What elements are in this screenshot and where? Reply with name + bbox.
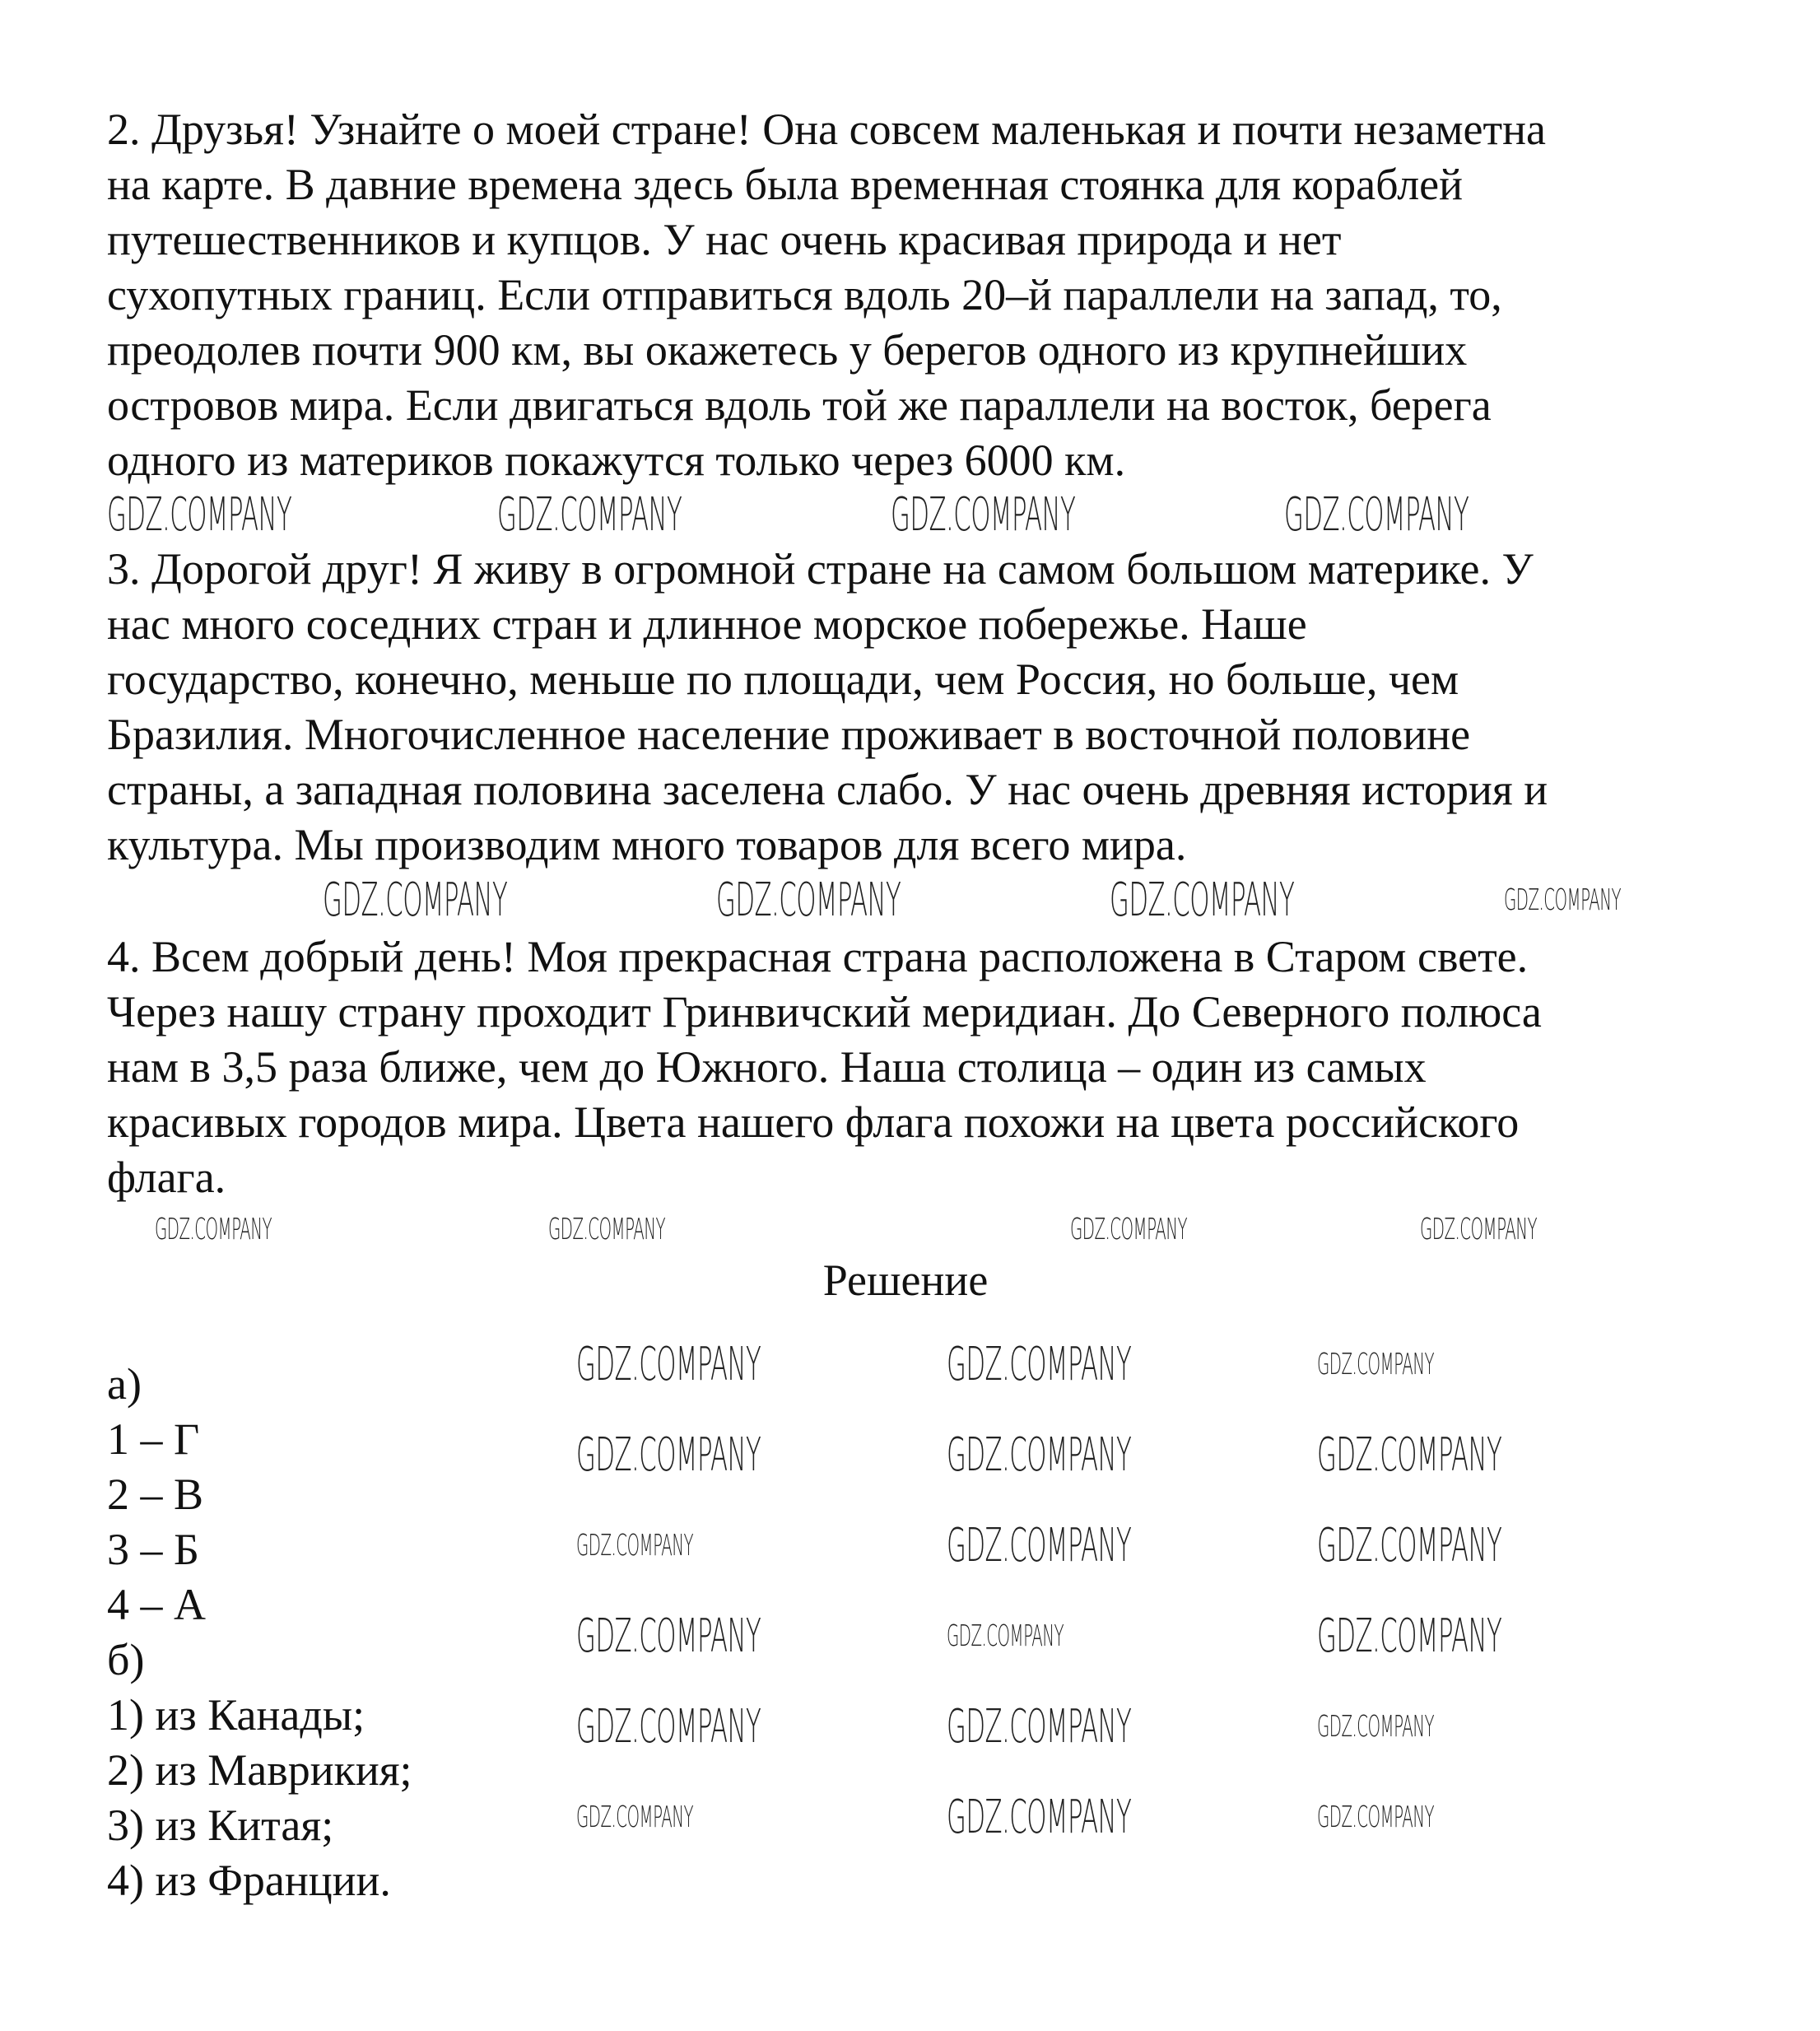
text-line: преодолев почти 900 км, вы окажетесь у берегов одного из крупнейших xyxy=(107,325,1468,375)
text-line: 2. Друзья! Узнайте о моей стране! Она совсем маленькая и почти незаметна xyxy=(107,105,1546,154)
watermark: GDZ.COMPANY xyxy=(1070,1213,1188,1246)
watermark: GDZ.COMPANY xyxy=(576,1700,761,1754)
answer-line: 3 – Б xyxy=(107,1525,200,1574)
answer-line: 1 – Г xyxy=(107,1414,200,1464)
watermark: GDZ.COMPANY xyxy=(1420,1213,1538,1246)
text-line: флага. xyxy=(107,1153,226,1202)
answer-line: 3) из Китая; xyxy=(107,1800,334,1850)
watermark: GDZ.COMPANY xyxy=(1504,883,1622,917)
text-line: путешественников и купцов. У нас очень красивая природа и нет xyxy=(107,215,1342,264)
text-line: нам в 3,5 раза ближе, чем до Южного. Наша столица – один из самых xyxy=(107,1042,1427,1092)
watermark: GDZ.COMPANY xyxy=(947,1700,1132,1754)
text-line: Бразилия. Многочисленное население проживает в восточной половине xyxy=(107,710,1471,759)
watermark: GDZ.COMPANY xyxy=(576,1428,761,1482)
watermark: GDZ.COMPANY xyxy=(1317,1428,1502,1482)
text-line: островов мира. Если двигаться вдоль той же параллели на восток, берега xyxy=(107,380,1492,430)
text-line: сухопутных границ. Если отправиться вдоль 20–й параллели на запад, то, xyxy=(107,270,1502,319)
watermark: GDZ.COMPANY xyxy=(947,1619,1064,1653)
solution-title: Решение xyxy=(822,1255,989,1305)
text-line: на карте. В давние времена здесь была временная стоянка для кораблей xyxy=(107,160,1464,209)
text-line: культура. Мы производим много товаров для всего мира. xyxy=(107,820,1187,869)
answer-line: а) xyxy=(107,1359,142,1409)
answer-line: 1) из Канады; xyxy=(107,1690,365,1740)
paragraph-2 xyxy=(107,102,1546,488)
watermark: GDZ.COMPANY xyxy=(576,1609,761,1663)
answer-line: 4 – А xyxy=(107,1580,206,1629)
watermark: GDZ.COMPANY xyxy=(1317,1348,1435,1381)
text-line: Через нашу страну проходит Гринвичский меридиан. До Северного полюса xyxy=(107,987,1542,1036)
watermark: GDZ.COMPANY xyxy=(155,1213,272,1246)
watermark: GDZ.COMPANY xyxy=(323,873,508,927)
watermark: GDZ.COMPANY xyxy=(576,1338,761,1391)
watermark: GDZ.COMPANY xyxy=(548,1213,666,1246)
answer-line: 2 – В xyxy=(107,1470,204,1519)
paragraph-3 xyxy=(107,542,1548,873)
answer-line: 2) из Маврикия; xyxy=(107,1745,412,1795)
watermark: GDZ.COMPANY xyxy=(947,1519,1132,1572)
watermark: GDZ.COMPANY xyxy=(107,488,292,542)
text-line: 3. Дорогой друг! Я живу в огромной стране на самом большом материке. У xyxy=(107,544,1534,594)
text-line: государство, конечно, меньше по площади, чем Россия, но больше, чем xyxy=(107,654,1459,704)
watermark: GDZ.COMPANY xyxy=(1317,1609,1502,1663)
answer-line: б) xyxy=(107,1635,145,1684)
answer-line: 4) из Франции. xyxy=(107,1856,391,1905)
paragraph-4 xyxy=(107,929,1542,1205)
watermark: GDZ.COMPANY xyxy=(1317,1710,1435,1744)
watermark: GDZ.COMPANY xyxy=(576,1529,694,1563)
watermark: GDZ.COMPANY xyxy=(1317,1519,1502,1572)
text-line: одного из материков покажутся только через 6000 км. xyxy=(107,436,1126,485)
watermark: GDZ.COMPANY xyxy=(947,1791,1132,1844)
watermark: GDZ.COMPANY xyxy=(1317,1800,1435,1834)
text-line: 4. Всем добрый день! Моя прекрасная страна расположена в Старом свете. xyxy=(107,932,1529,981)
watermark: GDZ.COMPANY xyxy=(947,1338,1132,1391)
watermark: GDZ.COMPANY xyxy=(497,488,682,542)
watermark: GDZ.COMPANY xyxy=(1284,488,1469,542)
text-line: нас много соседних стран и длинное морское побережье. Наше xyxy=(107,599,1307,649)
text-line: красивых городов мира. Цвета нашего флага похожи на цвета российского xyxy=(107,1097,1520,1147)
watermark: GDZ.COMPANY xyxy=(1110,873,1295,927)
solution-answers xyxy=(107,1357,412,1908)
watermark: GDZ.COMPANY xyxy=(947,1428,1132,1482)
watermark: GDZ.COMPANY xyxy=(716,873,901,927)
watermark: GDZ.COMPANY xyxy=(576,1800,694,1834)
watermark: GDZ.COMPANY xyxy=(891,488,1076,542)
text-line: страны, а западная половина заселена слабо. У нас очень древняя история и xyxy=(107,765,1548,814)
